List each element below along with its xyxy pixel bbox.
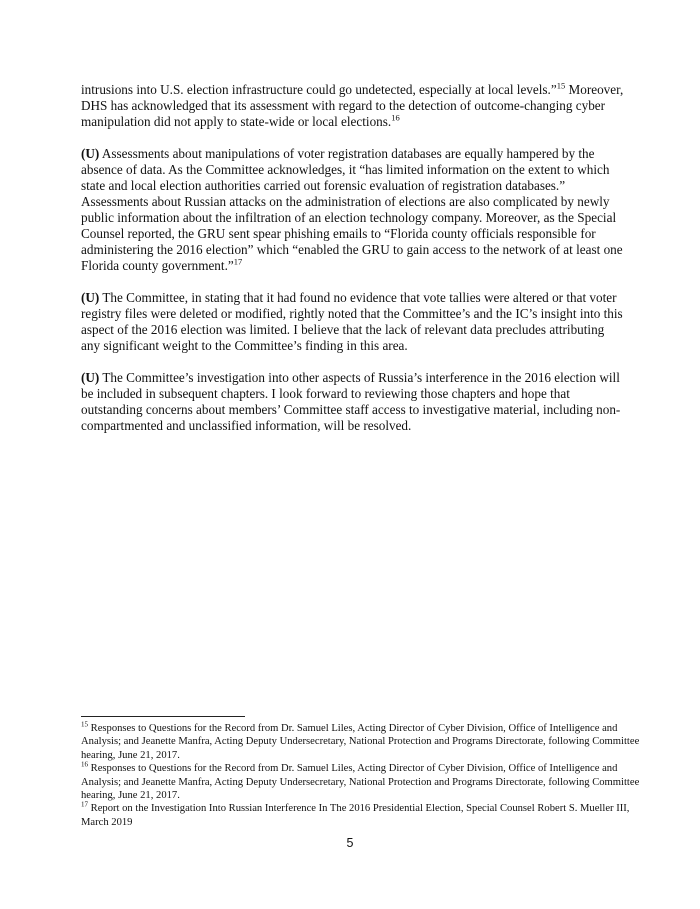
paragraph-text: Moreover, DHS has acknowledged that its assessment with regard to the detection of outcome-changing cyber manipulation did not apply to state-wide or local elections. <box>81 82 624 129</box>
footnote-15 <box>81 722 641 762</box>
footnote-divider <box>81 716 245 717</box>
footnote-number: 16 <box>81 760 88 769</box>
paragraph-3 <box>81 290 626 354</box>
document-body <box>81 82 626 450</box>
footnote-ref: 15 <box>556 80 566 91</box>
paragraph-text: intrusions into U.S. election infrastructure could go undetected, especially at local levels.” <box>81 82 557 97</box>
footnote-ref: 16 <box>391 112 400 123</box>
footnote-text: Responses to Questions for the Record from Dr. Samuel Liles, Acting Director of Cyber Division, Office of Intelligence and Analysis; and Jeanette Manfra, Acting Deputy Undersecretary, National Protection and Programs Directorate, following Committee hearing, June 21, 2017. <box>81 723 640 761</box>
classification-label: (U) <box>81 146 100 161</box>
page-number: 5 <box>346 836 354 850</box>
paragraph-text: The Committee, in stating that it had found no evidence that vote tallies were altered or that voter registry files were deleted or modified, rightly noted that the Committee’s and the IC’s insight into this aspect of the 2016 election was limited. I believe that the lack of relevant data precludes attributing any significant weight to the Committee’s finding in this area. <box>81 290 623 353</box>
footnotes <box>81 722 641 829</box>
footnote-text: Responses to Questions for the Record from Dr. Samuel Liles, Acting Director of Cyber Division, Office of Intelligence and Analysis; and Jeanette Manfra, Acting Deputy Undersecretary, National Protection and Programs Directorate, following Committee hearing, June 21, 2017. <box>81 763 640 802</box>
footnote-number: 15 <box>81 720 88 729</box>
footnote-text: Report on the Investigation Into Russian Interference In The 2016 Presidential Election, Special Counsel Robert S. Mueller III, March 2019 <box>81 803 630 828</box>
footnote-16 <box>81 762 641 802</box>
footnote-number: 17 <box>81 800 88 809</box>
paragraph-2 <box>81 146 626 274</box>
paragraph-4 <box>81 370 626 434</box>
paragraph-text: Assessments about manipulations of voter registration databases are equally hampered by the absence of data. As the Committee acknowledges, it “has limited information on the extent to which state and local election authorities carried out forensic evaluation of registration databases.” Assessments about Russian attacks on the administration of elections are also complicated by newly public information about the infiltration of an election technology company. Moreover, as the Special Counsel reported, the GRU sent spear phishing emails to “Florida county officials responsible for administering the 2016 election” which “enabled the GRU to gain access to the network of at least one Florida county government.” <box>81 146 623 273</box>
footnote-ref: 17 <box>233 256 243 267</box>
classification-label: (U) <box>81 370 100 385</box>
paragraph-text: The Committee’s investigation into other aspects of Russia’s interference in the 2016 election will be included in subsequent chapters. I look forward to reviewing those chapters and hope that outstanding concerns about members’ Committee staff access to investigative material, including non-compartmented and unclassified information, will be resolved. <box>81 370 621 433</box>
footnote-17 <box>81 802 641 829</box>
classification-label: (U) <box>81 290 100 305</box>
paragraph-1 <box>81 82 626 130</box>
